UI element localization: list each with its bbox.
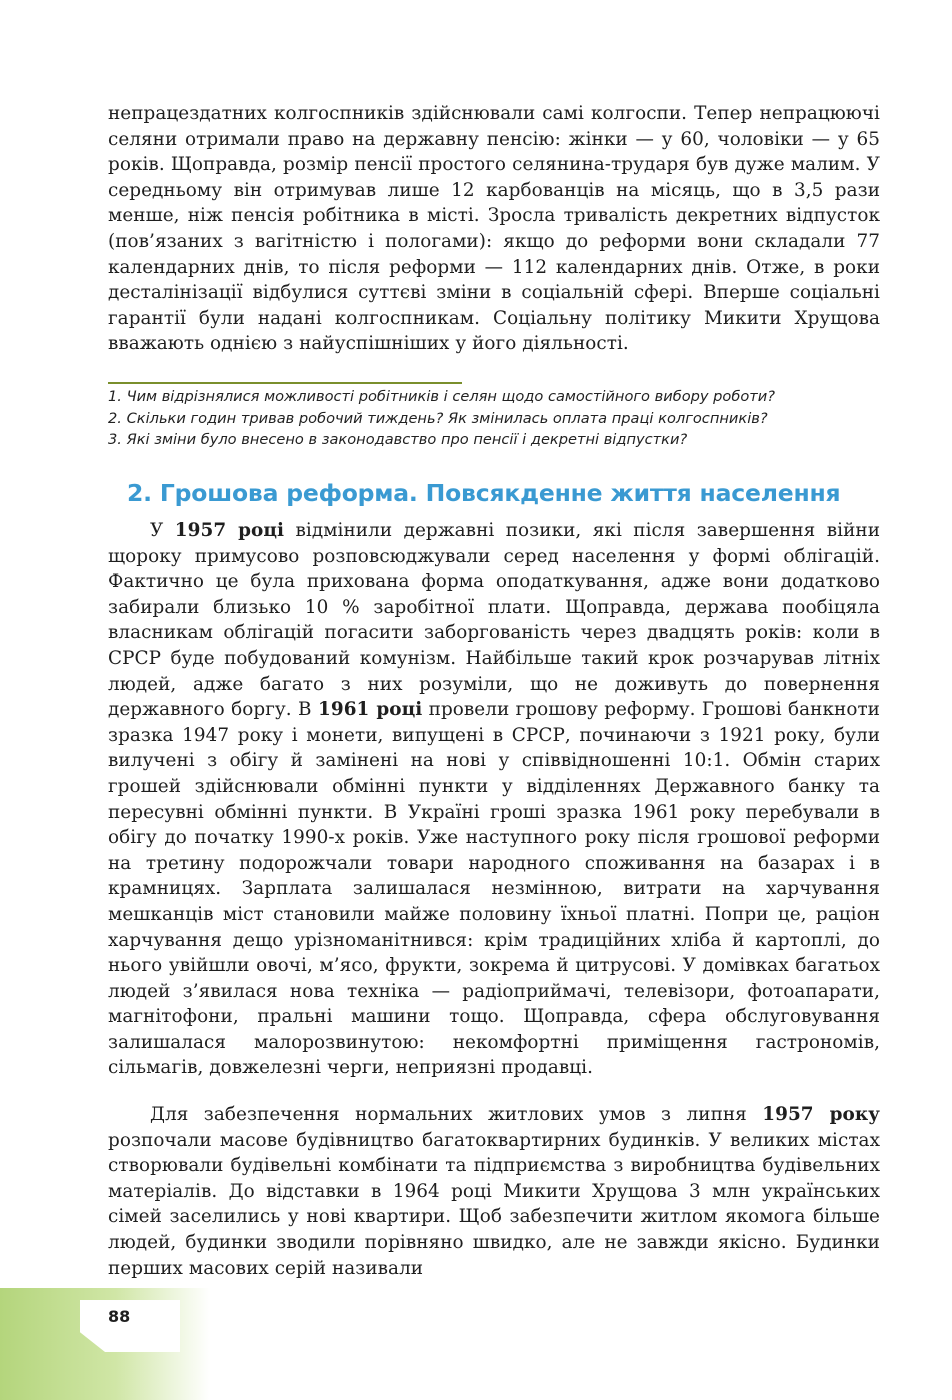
- bold-date: 1957 року: [762, 1104, 881, 1125]
- bold-date: 1961 році: [318, 699, 423, 721]
- review-questions: [108, 386, 898, 451]
- text-run: провели грошову реформу. Грошові банкноти зразка 1947 року і монети, випущені в СРСР, починаючи з 1921 року, були вилучені з обігу й замінені на нові у співвідношенні 10:1. Обмін старих грошей здійснювали обмінні пункти у відділеннях Державного банку та пересувні обмінні пункти. В Україні гроші зразка 1961 року перебували в обігу до початку 1990-х років. Уже наступного року після грошової реформи на третину подорожчали товари народного споживання на базарах і в крамницях. Зарплата залишалася незмінною, витрати на харчування мешканців міст становили майже половину їхньої платні. Попри це, раціон харчування дещо урізноманітнився: крім традиційних хліба й картоплі, до нього увійшли овочі, м’ясо, фрукти, зокрема й цитрусові. У домівках багатьох людей з’явилася нова техніка — радіоприймачі, телевізори, фотоапарати, магнітофони, пральні машини тощо. Щоправда, сфера обслуговування залишалася малорозвинутою: некомфортні приміщення гастрономів, сільмагів, довжелезні черги, неприязні продавці.: [108, 699, 880, 1079]
- question-item: 3. Які зміни було внесено в законодавство про пенсії і декретні відпустки?: [108, 431, 688, 448]
- text-paragraph-top: непрацездатних колгоспників здійснювали самі колгоспи. Тепер непрацюючі селяни отримали право на державну пенсію: жінки — у 60, чоловіки — у 65 років. Щоправда, розмір пенсії простого селянина-трударя був дуже малим. У середньому він отримував лише 12 карбованців на місяць, що в 3,5 рази менше, ніж пенсія робітника в місті. Зросла тривалість декретних відпусток (пов’язаних з вагітністю і пологами): якщо до реформи вони складали 77 календарних днів, то після реформи — 112 календарних днів. Отже, в роки десталінізації відбулися суттєві зміни в соціальній сфері. Вперше соціальні гарантії були надані колгоспникам. Соціальну політику Микити Хрущова вважають однією з найуспішніших у його діяльності.: [108, 103, 880, 355]
- question-item: 1. Чим відрізнялися можливості робітників і селян щодо самостійного вибору роботи?: [108, 388, 776, 405]
- text-run: розпочали масове будівництво багатоквартирних будинків. У великих містах створювали будівельні комбінати та підприємства з виробництва будівельних матеріалів. До відставки в 1964 році Микити Хрущова 3 млн українських сімей заселились у нові квартири. Щоб забезпечити житлом якомога більше людей, будинки зводили порівняно швидко, але не завжди якісно. Будинки перших масових серій називали: [108, 1129, 880, 1279]
- section-title: 2. Грошова реформа. Повсякденне життя населення: [127, 479, 841, 507]
- page-number: 88: [108, 1307, 131, 1326]
- text-run: У: [150, 520, 175, 541]
- text-run: відмінили державні позики, які після завершення війни щороку примусово розповсюджували серед населення у формі облігацій. Фактично це була прихована форма оподаткування, адже вони додатково забирали близько 10 % заробітної плати. Щоправда, держава пообіцяла власникам облігацій погасити заборгованість через двадцять років: коли в СРСР буде побудований комунізм. Найбільше такий крок розчарував літніх людей, адже багато з них розуміли, що не доживуть до повернення державного боргу. В: [108, 520, 880, 721]
- body-paragraph-2: [108, 1102, 880, 1281]
- body-paragraph-1: [108, 518, 880, 1081]
- text-underline: [108, 382, 462, 384]
- question-item: 2. Скільки годин тривав робочий тиждень? Як змінилась оплата праці колгоспників?: [108, 409, 768, 427]
- text-run: Для забезпечення нормальних житлових умов з липня: [150, 1104, 763, 1125]
- bold-date: 1957 році: [174, 520, 285, 541]
